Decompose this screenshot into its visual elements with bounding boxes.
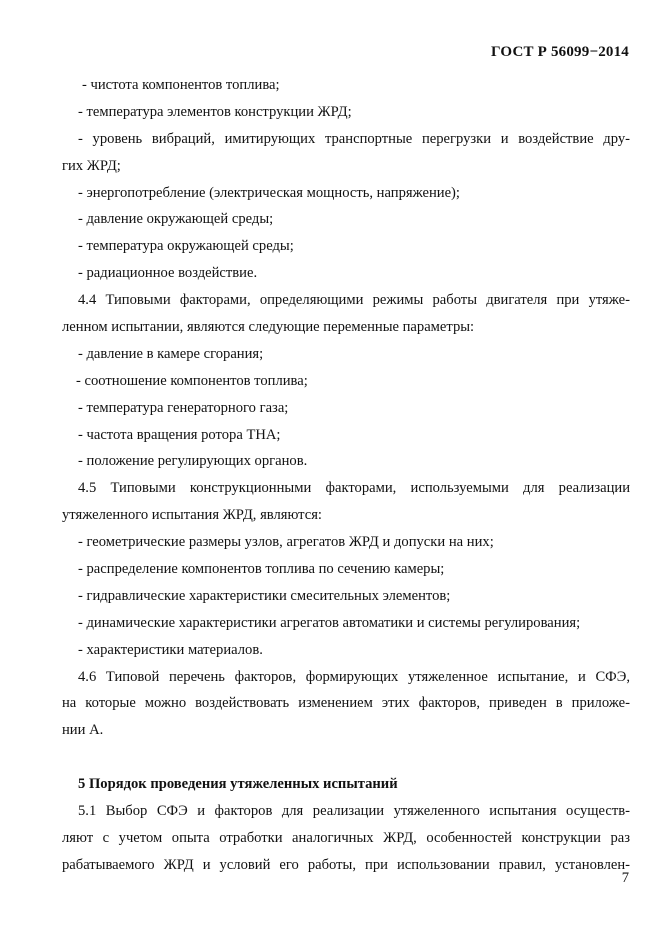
paragraph-line: ляют с учетом опыта отработки аналогичных ЖРД, особенностей конструкции раз (62, 829, 630, 846)
list-item: - чистота компонентов топлива; (82, 77, 280, 93)
paragraph-line: рабатываемого ЖРД и условий его работы, при использовании правил, установлен- (62, 856, 630, 873)
list-item: - давление окружающей среды; (78, 211, 274, 228)
list-item: - температура генераторного газа; (78, 399, 289, 416)
spacer (62, 744, 630, 771)
list-item: - характеристики материалов. (78, 641, 263, 658)
list-item: - уровень вибраций, имитирующих транспортные перегрузки и воздействие дру- (78, 130, 630, 147)
list-item: - давление в камере сгорания; (78, 345, 264, 362)
list-item: - положение регулирующих органов. (78, 453, 308, 470)
document-body (62, 72, 630, 879)
list-item: - соотношение компонентов топлива; (76, 372, 308, 389)
list-item: - геометрические размеры узлов, агрегатов ЖРД и допуски на них; (78, 534, 494, 551)
page-number: 7 (621, 870, 629, 886)
list-item: - распределение компонентов топлива по сечению камеры; (78, 561, 445, 578)
list-item: - динамические характеристики агрегатов автоматики и системы регулирования; (78, 614, 581, 631)
paragraph-line: нии А. (62, 722, 104, 739)
paragraph-line: 4.6 Типовой перечень факторов, формирующих утяжеленное испытание, и СФЭ, (78, 668, 630, 685)
list-item: - энергопотребление (электрическая мощность, напряжение); (78, 184, 460, 201)
paragraph-line: ленном испытании, являются следующие переменные параметры: (62, 319, 475, 336)
document-header: ГОСТ Р 56099−2014 (491, 44, 629, 60)
paragraph-line: 4.5 Типовыми конструкционными факторами, используемыми для реализации (78, 480, 630, 497)
list-item-continuation: гих ЖРД; (62, 157, 121, 174)
list-item: - частота вращения ротора ТНА; (78, 426, 281, 443)
list-item: - радиационное воздействие. (78, 265, 258, 282)
paragraph-line: 5.1 Выбор СФЭ и факторов для реализации утяжеленного испытания осуществ- (78, 803, 630, 820)
list-item: - температура элементов конструкции ЖРД; (78, 103, 352, 120)
list-item: - гидравлические характеристики смесительных элементов; (78, 587, 451, 604)
paragraph-line: на которые можно воздействовать изменением этих факторов, приведен в приложе- (62, 695, 630, 712)
paragraph-line: 4.4 Типовыми факторами, определяющими режимы работы двигателя при утяже- (78, 292, 630, 309)
list-item: - температура окружающей среды; (78, 238, 294, 255)
paragraph-line: утяжеленного испытания ЖРД, являются: (62, 507, 322, 524)
section-heading: 5 Порядок проведения утяжеленных испытаний (78, 776, 398, 793)
